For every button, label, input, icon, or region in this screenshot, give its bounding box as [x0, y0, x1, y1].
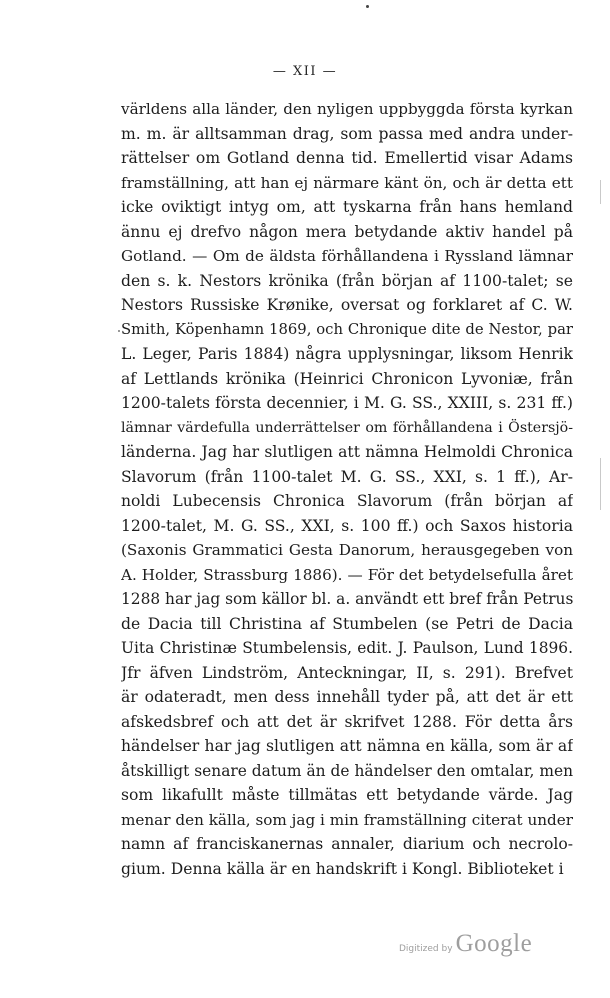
- text-line: är odateradt, men dess innehåll tyder på, att det är ett: [121, 688, 573, 706]
- text-line: menar den källa, som jag i min framställning citerat under: [121, 810, 573, 829]
- text-line: noldi Lubecensis Chronica Slavorum (från början af: [121, 492, 573, 510]
- text-line: m. m. är alltsamman drag, som passa med andra under-: [121, 124, 573, 143]
- text-line: Gotland. — Om de äldsta förhållandena i Ryssland lämnar: [121, 247, 573, 265]
- text-line: Jfr äfven Lindström, Anteckningar, II, s. 291). Brefvet: [121, 663, 573, 682]
- text-line: åtskilligt senare datum än de händelser den omtalar, men: [121, 761, 573, 780]
- text-line: länderna. Jag har slutligen att nämna Helmoldi Chronica: [121, 443, 573, 461]
- text-line: 1288 har jag som källor bl. a. användt ett bref från Petrus: [121, 590, 573, 608]
- text-line: A. Holder, Strassburg 1886). — För det betydelsefulla året: [121, 565, 573, 584]
- text-line: 1200-talet, M. G. SS., XXI, s. 100 ff.) och Saxos historia: [121, 516, 573, 535]
- text-line: Uita Christinæ Stumbelensis, edit. J. Paulson, Lund 1896.: [121, 639, 573, 657]
- text-line: gium. Denna källa är en handskrift i Kongl. Biblioteket i: [121, 859, 564, 878]
- margin-mark: [118, 330, 120, 332]
- text-line: 1200-talets första decennier, i M. G. SS., XXIII, s. 231 ff.): [121, 394, 573, 412]
- text-line: namn af franciskanernas annaler, diarium och necrolo-: [121, 835, 573, 853]
- text-line: som likafullt måste tillmätas ett betydande värde. Jag: [121, 786, 573, 804]
- text-line: Nestors Russiske Krønike, oversat og forklaret af C. W.: [121, 296, 573, 314]
- margin-rule-mark: [600, 458, 601, 510]
- text-line: de Dacia till Christina af Stumbelen (se Petri de Dacia: [121, 614, 573, 633]
- page-number: — XII —: [272, 64, 338, 79]
- margin-rule-mark: [600, 180, 601, 204]
- text-line: Smith, Köpenhamn 1869, och Chronique dite de Nestor, par: [121, 320, 573, 338]
- text-line: af Lettlands krönika (Heinrici Chronicon Lyvoniæ, från: [121, 369, 573, 388]
- text-line: framställning, att han ej närmare känt ön, och är detta ett: [121, 173, 573, 192]
- body-text: [121, 97, 573, 881]
- watermark-prefix: Digitized by: [399, 944, 453, 954]
- text-line: lämnar värdefulla underrättelser om förhållandena i Östersjö-: [121, 419, 573, 436]
- text-line: den s. k. Nestors krönika (från början af 1100-talet; se: [121, 271, 573, 290]
- watermark-brand: Google: [455, 930, 533, 957]
- text-line: Slavorum (från 1100-talet M. G. SS., XXI, s. 1 ff.), Ar-: [121, 467, 573, 486]
- text-line: icke oviktigt intyg om, att tyskarna från hans hemland: [121, 198, 573, 216]
- text-line: världens alla länder, den nyligen uppbyggda första kyrkan: [121, 100, 573, 118]
- ink-speck: [366, 5, 369, 8]
- digitized-watermark: [399, 930, 532, 958]
- text-line: händelser har jag slutligen att nämna en källa, som är af: [121, 737, 573, 755]
- text-line: (Saxonis Grammatici Gesta Danorum, herausgegeben von: [121, 541, 573, 559]
- text-line: ännu ej drefvo någon mera betydande aktiv handel på: [121, 222, 573, 241]
- text-line: afskedsbref och att det är skrifvet 1288. För detta års: [121, 712, 573, 731]
- text-line: rättelser om Gotland denna tid. Emellertid visar Adams: [121, 149, 573, 167]
- text-line: L. Leger, Paris 1884) några upplysningar, liksom Henrik: [121, 345, 573, 363]
